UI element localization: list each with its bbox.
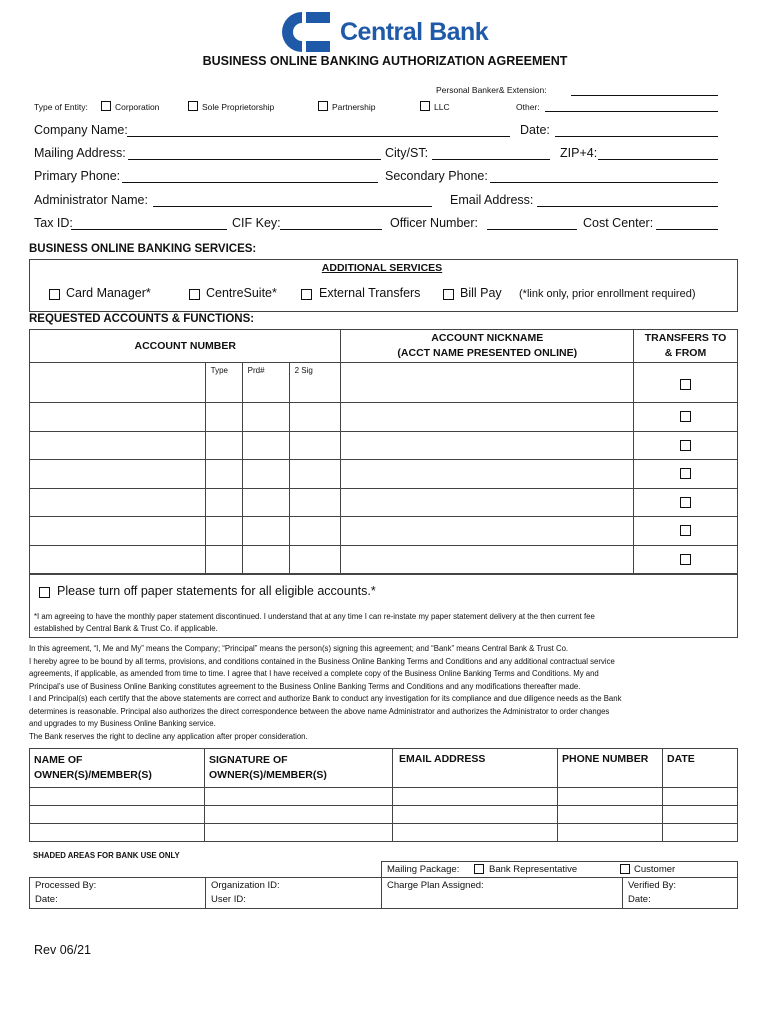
type-cell[interactable]	[205, 432, 242, 460]
user-id-label: User ID:	[211, 894, 246, 905]
charge-plan-label: Charge Plan Assigned:	[387, 880, 484, 891]
table-row	[30, 806, 738, 824]
transfers-checkbox[interactable]	[680, 554, 691, 565]
nickname-cell[interactable]	[341, 489, 634, 517]
signature-header-line2: OWNER(S)/MEMBER(S)	[209, 769, 327, 781]
personal-banker-label: Personal Banker& Extension:	[436, 85, 547, 95]
mailing-address-label: Mailing Address:	[34, 146, 126, 160]
transfers-cell	[634, 403, 738, 432]
cost-center-label: Cost Center:	[583, 216, 654, 230]
type-subheader: Type	[205, 363, 242, 403]
transfers-checkbox[interactable]	[680, 411, 691, 422]
nickname-cell[interactable]	[341, 460, 634, 489]
customer-checkbox[interactable]	[620, 864, 630, 874]
legal-line: I hereby agree to be bound by all terms, provisions, and conditions contained in the Business Online Banking Terms and Conditions and any additional contractual service	[29, 656, 615, 666]
email-cell[interactable]	[393, 788, 558, 806]
owner-name-cell[interactable]	[30, 824, 205, 842]
page-title: BUSINESS ONLINE BANKING AUTHORIZATION AGREEMENT	[202, 54, 568, 68]
processed-by-label: Processed By:	[35, 880, 97, 891]
cif-key-line[interactable]	[280, 229, 382, 230]
type-cell[interactable]	[205, 403, 242, 432]
sig-cell[interactable]	[289, 546, 341, 574]
table-row	[30, 788, 738, 806]
nickname-header-line1: ACCOUNT NICKNAME	[431, 332, 544, 344]
verified-by-label: Verified By:	[628, 880, 677, 891]
revision-label: Rev 06/21	[34, 943, 91, 957]
signature-cell[interactable]	[205, 824, 393, 842]
personal-banker-line[interactable]	[571, 95, 718, 96]
cost-center-line[interactable]	[656, 229, 718, 230]
nickname-cell[interactable]	[341, 517, 634, 546]
phone-cell[interactable]	[558, 824, 663, 842]
tax-id-label: Tax ID:	[34, 216, 73, 230]
company-name-label: Company Name:	[34, 123, 128, 137]
llc-checkbox[interactable]	[420, 101, 430, 111]
transfers-checkbox[interactable]	[680, 497, 691, 508]
sig-subheader: 2 Sig	[289, 363, 341, 403]
llc-label: LLC	[434, 102, 450, 112]
sig-cell[interactable]	[289, 403, 341, 432]
bank-rep-label: Bank Representative	[489, 864, 578, 875]
owner-name-header-line2: OWNER(S)/MEMBER(S)	[34, 769, 152, 781]
type-cell[interactable]	[205, 489, 242, 517]
transfers-header-line1: TRANSFERS TO	[644, 332, 727, 344]
account-number-cell[interactable]	[30, 517, 206, 546]
email-cell[interactable]	[393, 824, 558, 842]
mailing-package-label: Mailing Package:	[387, 864, 460, 875]
sig-cell[interactable]	[289, 517, 341, 546]
paper-note-line2: established by Central Bank & Trust Co. if applicable.	[34, 624, 218, 633]
zip-line[interactable]	[598, 159, 718, 160]
primary-phone-line[interactable]	[122, 182, 378, 183]
legal-line: The Bank reserves the right to decline any application after proper consideration.	[29, 731, 308, 741]
prd-subheader: Prd#	[242, 363, 289, 403]
nickname-cell[interactable]	[341, 432, 634, 460]
email-label: Email Address:	[450, 193, 534, 207]
transfers-checkbox[interactable]	[680, 440, 691, 451]
tax-id-line[interactable]	[71, 229, 227, 230]
bank-date-label: Date:	[35, 894, 58, 905]
legal-line: agreements, if applicable, as amended from time to time. I agree that I have received a complete copy of the Business Online Banking Terms and Conditions. My and	[29, 669, 599, 678]
date-cell[interactable]	[663, 806, 738, 824]
signature-cell[interactable]	[205, 788, 393, 806]
owner-name-cell[interactable]	[30, 806, 205, 824]
table-row	[30, 517, 738, 546]
nickname-cell[interactable]	[341, 363, 634, 403]
transfers-cell	[634, 546, 738, 574]
transfers-header	[634, 330, 738, 363]
legal-line: determines is reasonable. Principal also authorizes the direct correspondence between the above name Administrator and authorizes the Administrator to order changes	[29, 706, 610, 716]
owner-name-header-line1: NAME OF	[34, 754, 83, 766]
account-number-header: ACCOUNT NUMBER	[30, 330, 341, 363]
bill-pay-label: Bill Pay	[460, 286, 502, 300]
account-number-cell[interactable]	[30, 489, 206, 517]
central-bank-logo	[271, 10, 333, 54]
account-number-cell[interactable]	[30, 432, 206, 460]
nickname-cell[interactable]	[341, 546, 634, 574]
owner-name-cell[interactable]	[30, 788, 205, 806]
sig-cell[interactable]	[289, 489, 341, 517]
email-cell[interactable]	[393, 806, 558, 824]
bank-use-table	[29, 877, 738, 909]
phone-cell[interactable]	[558, 806, 663, 824]
secondary-phone-line[interactable]	[490, 182, 718, 183]
centresuite-checkbox[interactable]	[189, 289, 200, 300]
sole-proprietorship-checkbox[interactable]	[188, 101, 198, 111]
nickname-header	[341, 330, 634, 363]
date-line[interactable]	[555, 136, 718, 137]
date-header: DATE	[663, 749, 738, 788]
charge-plan-cell[interactable]	[382, 878, 623, 909]
corporation-checkbox[interactable]	[101, 101, 111, 111]
type-cell[interactable]	[205, 517, 242, 546]
type-cell[interactable]	[205, 460, 242, 489]
legal-text	[29, 643, 741, 743]
processed-cell[interactable]	[30, 878, 206, 909]
date-cell[interactable]	[663, 788, 738, 806]
card-manager-checkbox[interactable]	[49, 289, 60, 300]
phone-header: PHONE NUMBER	[558, 749, 663, 788]
paper-statement-checkbox[interactable]	[39, 587, 50, 598]
owners-table	[29, 748, 738, 842]
account-number-cell[interactable]	[30, 363, 206, 403]
transfers-checkbox[interactable]	[680, 525, 691, 536]
zip-label: ZIP+4:	[560, 146, 598, 160]
sole-proprietorship-label: Sole Proprietorship	[202, 102, 275, 112]
owner-name-header	[30, 749, 205, 788]
accounts-heading: REQUESTED ACCOUNTS & FUNCTIONS:	[29, 313, 255, 325]
transfers-cell	[634, 460, 738, 489]
verified-cell[interactable]	[623, 878, 738, 909]
city-st-label: City/ST:	[385, 146, 429, 160]
legal-line: Principal’s use of Business Online Banking constitutes agreement to the Business Online Banking Terms and Conditions and any modifications thereafter made.	[29, 681, 581, 691]
brand-name: Central Bank	[340, 18, 489, 46]
table-row	[30, 363, 738, 403]
table-row	[30, 460, 738, 489]
external-transfers-label: External Transfers	[319, 286, 421, 300]
prd-cell[interactable]	[242, 460, 289, 489]
partnership-label: Partnership	[332, 102, 376, 112]
prd-cell[interactable]	[242, 489, 289, 517]
officer-number-label: Officer Number:	[390, 216, 478, 230]
date-cell[interactable]	[663, 824, 738, 842]
transfers-cell	[634, 517, 738, 546]
prd-cell[interactable]	[242, 546, 289, 574]
legal-line: and upgrades to my Business Online Banking service.	[29, 719, 216, 728]
corporation-label: Corporation	[115, 102, 160, 112]
other-line[interactable]	[545, 111, 718, 112]
transfers-checkbox[interactable]	[680, 379, 691, 390]
table-row	[30, 432, 738, 460]
secondary-phone-label: Secondary Phone:	[385, 169, 488, 183]
account-number-cell[interactable]	[30, 546, 206, 574]
admin-name-line[interactable]	[153, 206, 432, 207]
account-number-cell[interactable]	[30, 460, 206, 489]
verified-date-label: Date:	[628, 894, 651, 905]
partnership-checkbox[interactable]	[318, 101, 328, 111]
email-header: EMAIL ADDRESS	[393, 749, 558, 788]
prd-cell[interactable]	[242, 432, 289, 460]
services-heading: BUSINESS ONLINE BANKING SERVICES:	[29, 243, 257, 255]
account-number-cell[interactable]	[30, 403, 206, 432]
sig-cell[interactable]	[289, 460, 341, 489]
signature-header-line1: SIGNATURE OF	[209, 754, 288, 766]
transfers-header-line2: & FROM	[664, 347, 707, 359]
email-line[interactable]	[537, 206, 718, 207]
cif-key-label: CIF Key:	[232, 216, 281, 230]
table-row	[30, 824, 738, 842]
signature-cell[interactable]	[205, 806, 393, 824]
phone-cell[interactable]	[558, 788, 663, 806]
bank-rep-checkbox[interactable]	[474, 864, 484, 874]
company-name-line[interactable]	[127, 136, 510, 137]
accounts-table	[29, 329, 738, 574]
nickname-cell[interactable]	[341, 403, 634, 432]
services-note: (*link only, prior enrollment required)	[519, 288, 696, 300]
paper-statement-label: Please turn off paper statements for all eligible accounts.*	[57, 584, 376, 598]
table-row	[30, 403, 738, 432]
customer-label: Customer	[634, 864, 676, 875]
organization-id-label: Organization ID:	[211, 880, 280, 891]
additional-services-label: ADDITIONAL SERVICES	[321, 262, 443, 274]
city-st-line[interactable]	[432, 159, 550, 160]
centresuite-label: CentreSuite*	[206, 286, 277, 300]
external-transfers-checkbox[interactable]	[301, 289, 312, 300]
date-label: Date:	[520, 123, 550, 137]
table-row	[30, 546, 738, 574]
paper-note-line1: *I am agreeing to have the monthly paper statement discontinued. I understand that at any time I can re-instate my paper statement delivery at the then current fee	[34, 612, 595, 621]
prd-cell[interactable]	[242, 403, 289, 432]
type-cell[interactable]	[205, 546, 242, 574]
card-manager-label: Card Manager*	[66, 286, 151, 300]
admin-name-label: Administrator Name:	[34, 193, 148, 207]
transfers-cell	[634, 489, 738, 517]
transfers-checkbox[interactable]	[680, 468, 691, 479]
bank-use-heading: SHADED AREAS FOR BANK USE ONLY	[33, 851, 180, 860]
other-label: Other:	[516, 102, 540, 112]
sig-cell[interactable]	[289, 432, 341, 460]
legal-line: I and Principal(s) each certify that the above statements are correct and authorize Bank to conduct any investigation for its compliance and due diligence needs as the Bank	[29, 694, 622, 703]
bill-pay-checkbox[interactable]	[443, 289, 454, 300]
organization-cell[interactable]	[206, 878, 382, 909]
legal-line: In this agreement, “I, Me and My” means the Company; “Principal” means the person(s) signing this agreement; and “Bank” means Central Bank & Trust Co.	[29, 644, 569, 653]
officer-number-line[interactable]	[487, 229, 577, 230]
entity-label: Type of Entity:	[34, 102, 88, 112]
mailing-address-line[interactable]	[128, 159, 381, 160]
signature-header	[205, 749, 393, 788]
transfers-cell	[634, 432, 738, 460]
primary-phone-label: Primary Phone:	[34, 169, 121, 183]
nickname-header-line2: (ACCT NAME PRESENTED ONLINE)	[397, 347, 578, 359]
prd-cell[interactable]	[242, 517, 289, 546]
table-row	[30, 489, 738, 517]
transfers-cell	[634, 363, 738, 403]
